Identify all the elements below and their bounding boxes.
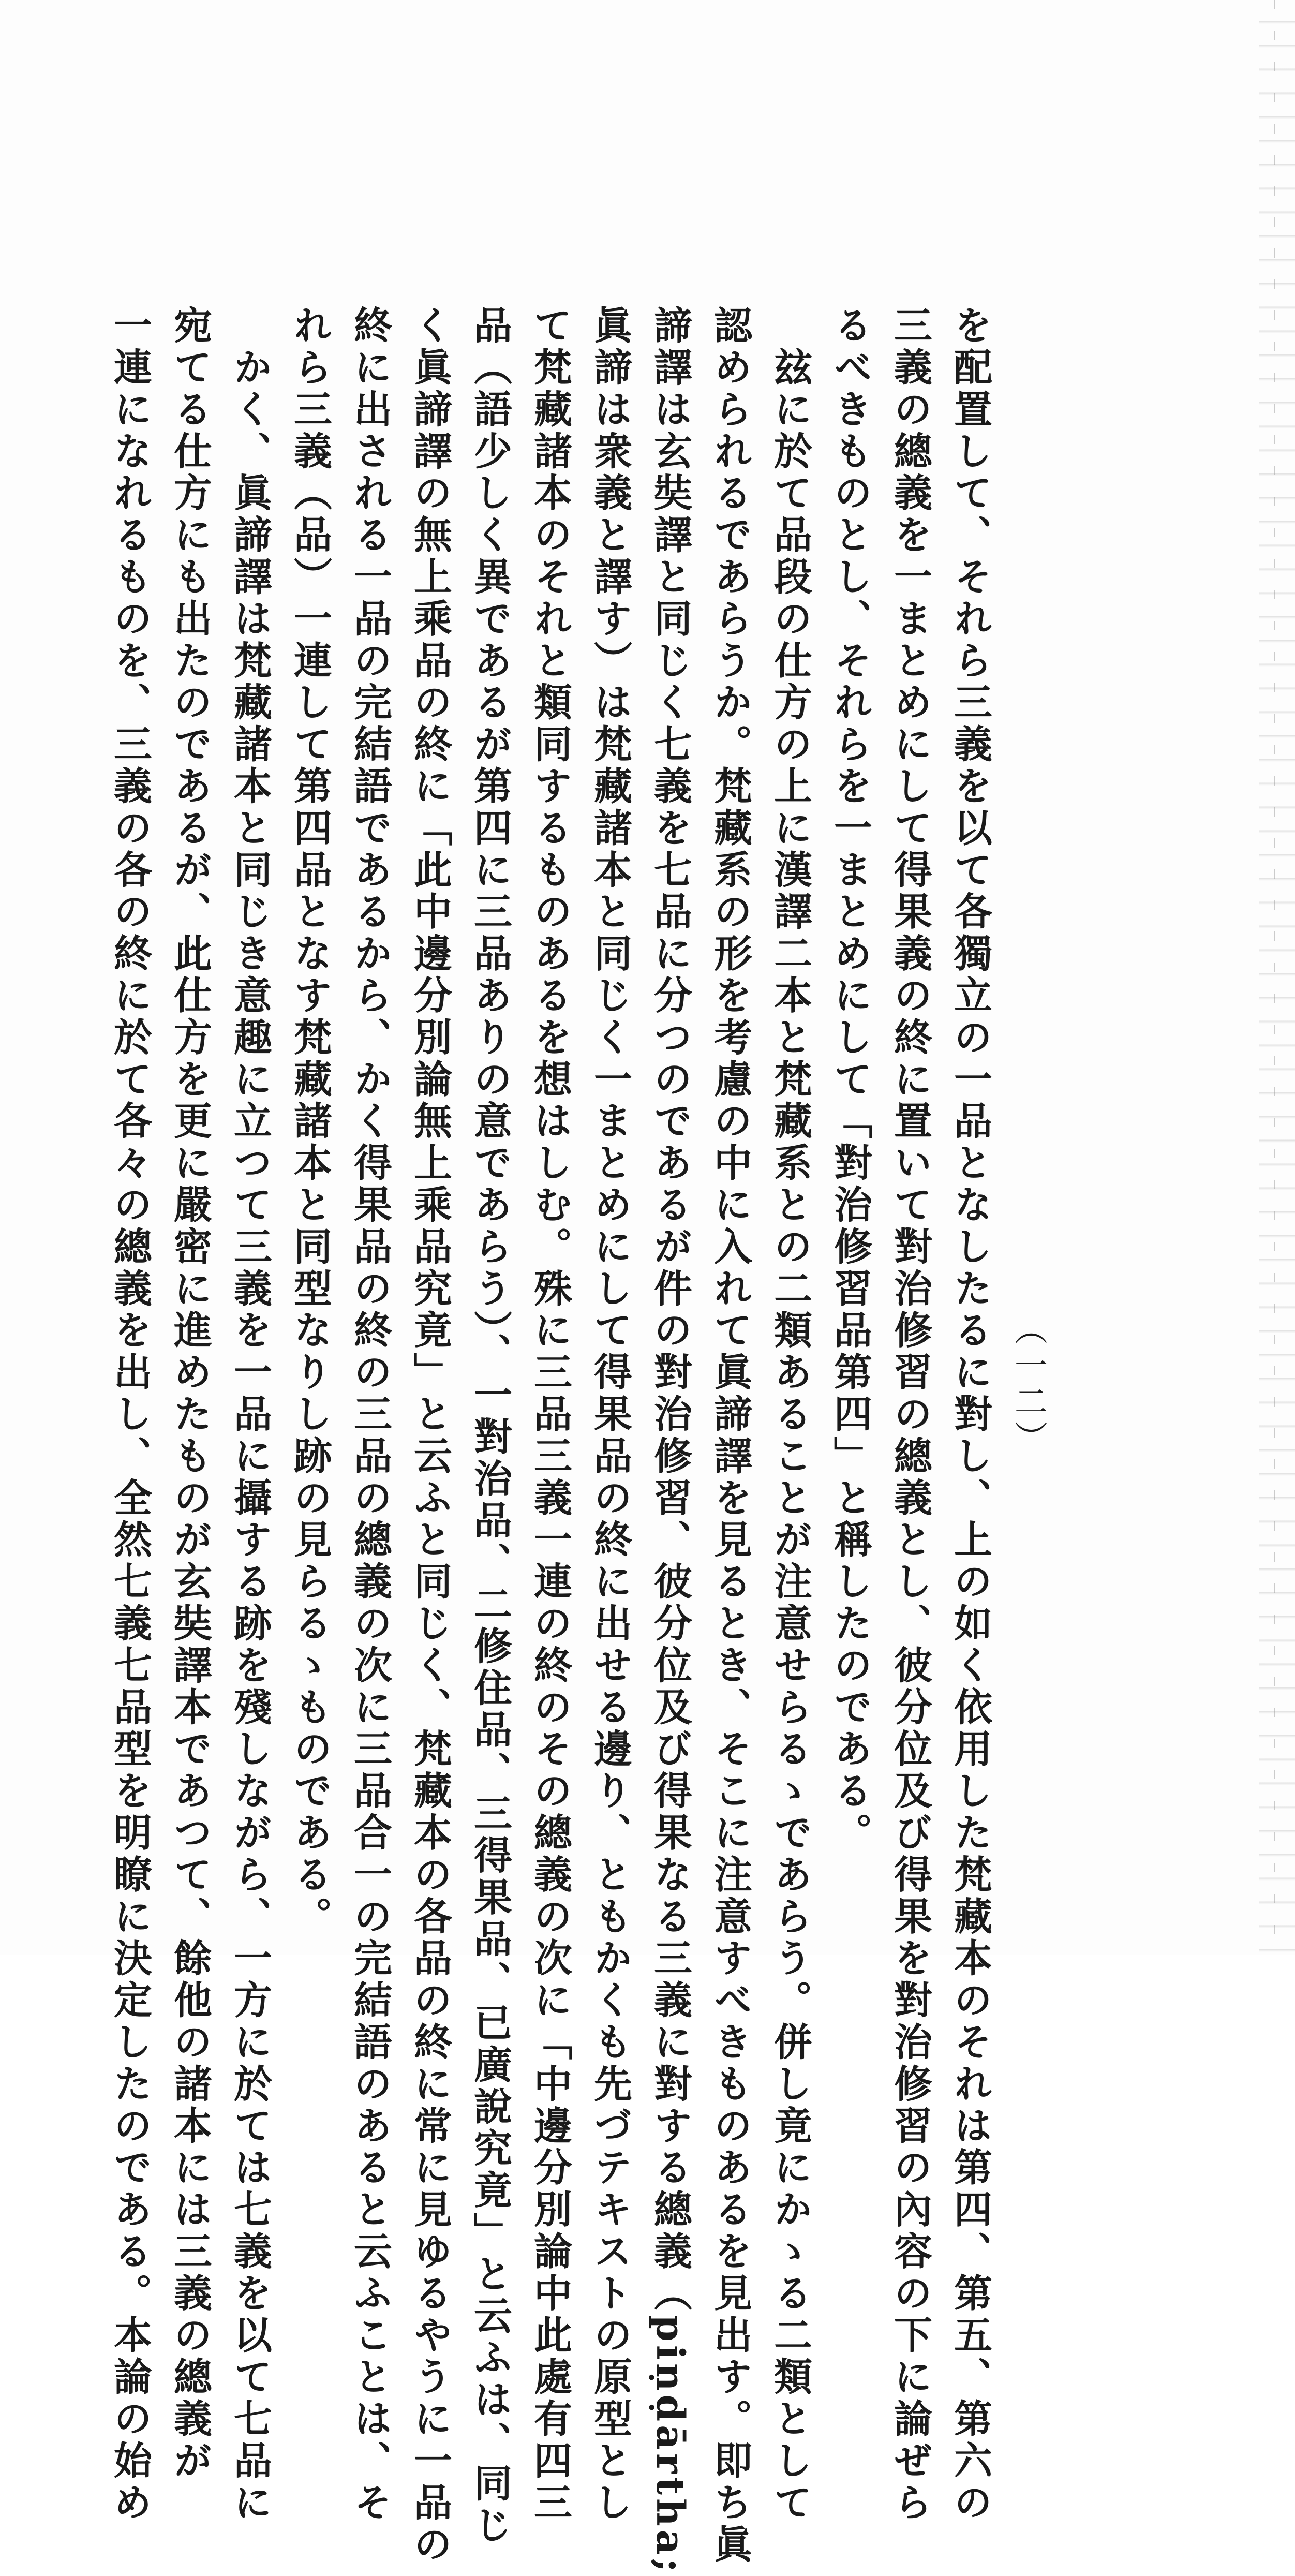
text-column-4: 玆に於て品段の仕方の上に漢譯二本と梵藏系との二類あることが注意せらるゝであらう。併し竟にかゝる二類として xyxy=(768,305,812,2524)
text-column-12: れら三義（品）一連して第四品となす梵藏諸本と同型なりし跡の見らるゝものである。 xyxy=(288,305,332,1938)
text-column-5: 認められるであらうか。梵藏系の形を考慮の中に入れて眞諦譯を見るとき、そこに注意すべきものあるを見出す。即ち眞 xyxy=(708,305,752,2566)
text-column-6: 諦譯は玄奘譯と同じく七義を七品に分つのであるが件の對治修習、彼分位及び得果なる三義に對する總義（piṇḍārtha; xyxy=(648,305,692,2576)
text-column-7: 眞諦は衆義と譯す）は梵藏諸本と同じく一まとめにして得果品の終に出せる邊り、ともかくも先づテキストの原型とし xyxy=(588,305,632,2524)
text-column-13: かく、眞諦譯は梵藏諸本と同じき意趣に立つて三義を一品に攝する跡を殘しながら、一方に於ては七義を以て七品に xyxy=(228,305,272,2524)
scan-edge-line xyxy=(1274,0,1275,1955)
text-column-2: 三義の總義を一まとめにして得果義の終に置いて對治修習の總義とし、彼分位及び得果を對治修習の內容の下に論ぜら xyxy=(888,305,932,2524)
text-column-1: を配置して、それら三義を以て各獨立の一品となしたるに對し、上の如く依用した梵藏本のそれは第四、第五、第六の xyxy=(948,305,992,2524)
text-column-14: 宛てる仕方にも出たのであるが、此仕方を更に嚴密に進めたものが玄奘譯本であつて、餘他の諸本には三義の總義が xyxy=(168,305,212,2482)
text-column-10: く眞諦譯の無上乘品の終に「此中邊分別論無上乘品究竟」と云ふと同じく、梵藏本の各品の終に常に見ゆるやうに一品の xyxy=(408,305,452,2566)
text-column-9: 品（語少しく異であるが第四に三品ありの意であらう）、一對治品、二修住品、三得果品、已廣說究竟」と云ふは、同じ xyxy=(468,305,512,2547)
text-column-11: 終に出される一品の完結語であるから、かく得果品の終の三品の總義の次に三品合一の完結語のあると云ふことは、そ xyxy=(348,305,392,2524)
page-number: （一二） xyxy=(1009,1312,1047,1457)
text-column-8: て梵藏諸本のそれと類同するものあるを想はしむ。殊に三品三義一連の終のその總義の次に「中邊分別論中此處有四三 xyxy=(528,305,572,2524)
scan-edge-artifact xyxy=(1259,0,1295,1955)
text-column-15: 一連になれるものを、三義の各の終に於て各々の總義を出し、全然七義七品型を明瞭に決定したのである。本論の始め xyxy=(108,305,152,2524)
text-column-3: るべきものとし、それらを一まとめにして「對治修習品第四」と稱したのである。 xyxy=(828,305,872,1855)
